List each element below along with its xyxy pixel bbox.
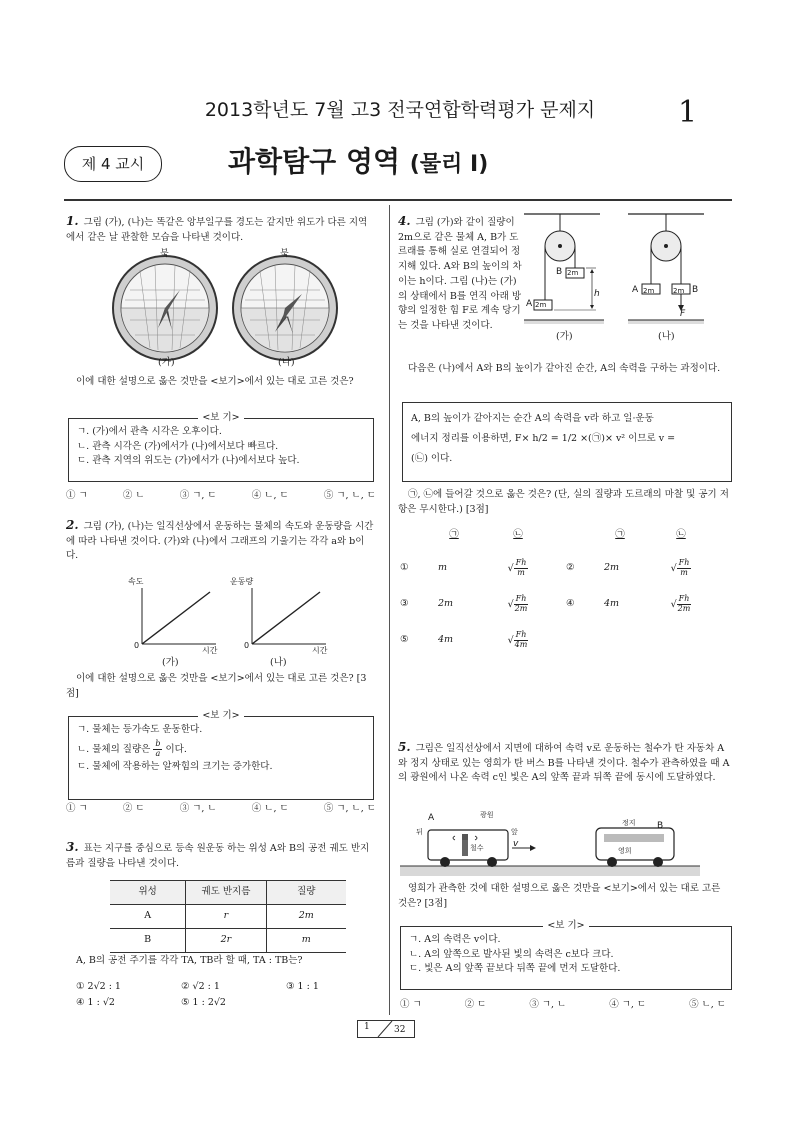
q4-option-2[interactable]: ② — [566, 561, 575, 573]
q1-options — [66, 489, 376, 504]
q2-xlabel-b: 시간 — [312, 646, 328, 655]
q1-option-5[interactable]: ⑤ ㄱ, ㄴ, ㄷ — [323, 490, 376, 501]
q4-box-line3: (㉡) 이다. — [411, 452, 453, 464]
q4-text: 그림 (가)와 같이 질량이 2m으로 같은 물체 A, B가 도르래를 통해 실로 연결되어 정지해 있다. A와 B의 높이의 차이는 h이다. 그림 (나)는 (가)의 상태에서 B를 연직 아래 방향의 일정한 힘 F로 계속 당기는 것을 나타낸 것이다. — [398, 217, 522, 332]
subject-title — [228, 140, 488, 183]
q5-fig-source: 광원 — [480, 811, 494, 819]
q2-graph-a — [142, 588, 216, 644]
q3-th-satellite: 위성 — [110, 881, 186, 905]
table-row — [110, 929, 346, 953]
q1-bogi-box — [68, 412, 374, 482]
page-number: 1 — [678, 95, 698, 130]
q4-opt5-b: √ $\frac{Fh}{4m}$ — [507, 629, 528, 649]
q3-option-3[interactable]: ③ 1 : 1 — [286, 981, 319, 992]
q5-figure — [400, 808, 700, 878]
table-row — [110, 905, 346, 929]
q3-cell: 2r — [186, 929, 266, 953]
q4-opt1-b: √ $\frac{Fh}{m}$ — [507, 557, 527, 577]
q2-fraction: $\frac{b}{a}$ — [155, 738, 161, 758]
q3-cell: B — [110, 929, 186, 953]
q1-item-2: ㄴ. 관측 시각은 (가)에서가 (나)에서보다 빠르다. — [77, 440, 279, 452]
q1-caption-b: (나) — [278, 357, 295, 368]
q2-number: 2. — [66, 518, 79, 532]
q4-fig-label-a: A — [526, 299, 533, 309]
q4-col-b: ㉡ — [513, 529, 523, 540]
q4-option-1[interactable]: ① — [400, 561, 409, 573]
q5-text: 그림은 일직선상에서 지면에 대하여 속력 v로 운동하는 철수가 탄 자동차 A와 정지 상태로 있는 영희가 탄 버스 B를 나타낸 것이다. 철수가 관측하였을 때 A의 광원에서 나온 속력 c인 빛은 A의 앞쪽 끝과 뒤쪽 끝에 동시에 도달하였다. — [398, 743, 730, 784]
q2-option-2[interactable]: ② ㄷ — [122, 803, 145, 814]
q3-table-header — [110, 881, 346, 905]
q4-fig-mass-a2: 2m — [643, 287, 655, 295]
q1-option-1[interactable]: ① ㄱ — [66, 490, 88, 501]
q2-ylabel-b: 운동량 — [230, 577, 254, 586]
q1-text: 그림 (가), (나)는 똑같은 앙부일구를 경도는 같지만 위도가 다른 지역에서 같은 날 관찰한 모습을 나타낸 것이다. — [66, 217, 368, 243]
q4-number: 4. — [398, 214, 411, 228]
q2-bogi-box — [68, 710, 374, 800]
q5-bogi-box — [400, 920, 732, 990]
q1-item-3: ㄷ. 관측 지역의 위도는 (가)에서가 (나)에서보다 높다. — [77, 455, 300, 467]
footer-total: 32 — [394, 1025, 406, 1035]
q2-option-3[interactable]: ③ ㄱ, ㄴ — [179, 803, 217, 814]
q4-fig-mass-a: 2m — [535, 301, 547, 309]
q4-fig-mass-b: 2m — [567, 269, 579, 277]
q5-item-2: ㄴ. A의 앞쪽으로 발사된 빛의 속력은 c보다 크다. — [409, 948, 614, 960]
q4-option-5[interactable]: ⑤ — [400, 633, 409, 645]
footer-page-indicator — [357, 1020, 415, 1038]
q3-options — [76, 980, 376, 1010]
q4-fig-mass-b2: 2m — [673, 287, 685, 295]
q2-item-3: ㄷ. 물체에 작용하는 알짜힘의 크기는 증가한다. — [77, 761, 273, 773]
q5-fig-cheolsu: 철수 — [470, 844, 484, 852]
q4-caption-b: (나) — [658, 331, 675, 342]
q2-origin-a: 0 — [134, 641, 140, 650]
header-rule — [64, 199, 732, 201]
q4-figure-pulleys — [524, 212, 704, 342]
column-divider — [389, 205, 390, 1015]
q3-prompt: A, B의 공전 주기를 각각 TA, TB라 할 때, TA : TB는? — [76, 955, 303, 966]
q4-fig-label-a2: A — [632, 285, 639, 295]
q5-option-5[interactable]: ⑤ ㄴ, ㄷ — [689, 999, 726, 1010]
subject-paren: (물리 Ⅰ) — [409, 152, 489, 177]
q1-option-4[interactable]: ④ ㄴ, ㄷ — [251, 490, 289, 501]
q4-col-b2: ㉡ — [676, 529, 686, 540]
q1-prompt: 이에 대한 설명으로 옳은 것만을 <보기>에서 있는 대로 고른 것은? — [76, 376, 354, 387]
q2-stem — [66, 516, 376, 564]
q3-number: 3. — [66, 840, 79, 854]
q5-bogi-title: <보 기> — [401, 919, 731, 934]
q4-opt1-a: m — [438, 561, 448, 573]
q3-cell: m — [266, 929, 346, 953]
q2-item-1: ㄱ. 물체는 등가속도 운동한다. — [77, 724, 203, 735]
q3-stem — [66, 838, 376, 871]
q4-stem — [398, 212, 522, 334]
q2-text: 그림 (가), (나)는 일직선상에서 운동하는 물체의 속도와 운동량을 시간에 따라 나타낸 것이다. (가)와 (나)에서 그래프의 기울기는 각각 a와 b이다. — [66, 521, 374, 562]
sundial-a — [113, 256, 217, 360]
q3-option-5[interactable]: ⑤ 1 : 2√2 — [181, 996, 226, 1008]
q5-fig-a: A — [428, 813, 435, 823]
q1-bogi-title: <보 기> — [69, 411, 373, 426]
q2-option-4[interactable]: ④ ㄴ, ㄷ — [251, 803, 289, 814]
q4-box-line1: A, B의 높이가 같아지는 순간 A의 속력을 v라 하고 일·운동 — [411, 413, 654, 424]
q4-opt5-a: 4m — [438, 633, 454, 645]
q5-option-1[interactable]: ① ㄱ — [400, 999, 422, 1010]
q3-text: 표는 지구를 중심으로 등속 원운동 하는 위성 A와 B의 공전 궤도 반지름과 질량을 나타낸 것이다. — [66, 843, 370, 869]
q1-north-b: 북 — [280, 249, 289, 259]
q5-option-4[interactable]: ④ ㄱ, ㄷ — [609, 999, 647, 1010]
q4-caption-a: (가) — [556, 331, 573, 342]
q5-fig-v: v — [513, 839, 519, 849]
q3-option-1[interactable]: ① 2√2 : 1 — [76, 981, 121, 992]
q3-cell: A — [110, 905, 186, 929]
q4-opt3-b: √ $\frac{Fh}{2m}$ — [507, 593, 528, 613]
q4-option-3[interactable]: ③ — [400, 597, 409, 609]
q2-xlabel-a: 시간 — [202, 646, 218, 655]
q4-fig-h: h — [594, 289, 600, 299]
q2-caption-b: (나) — [270, 657, 287, 668]
q1-figure-sundials — [110, 250, 350, 375]
q1-number: 1. — [66, 214, 79, 228]
q3-th-mass: 질량 — [266, 881, 346, 905]
q5-fig-b: B — [657, 821, 664, 831]
q1-caption-a: (가) — [158, 357, 175, 368]
session-label: 제 4 교시 — [64, 146, 162, 182]
q3-table — [110, 880, 346, 953]
footer-page: 1 — [364, 1022, 370, 1032]
q4-answer-grid — [400, 528, 730, 658]
q4-opt2-a: 2m — [604, 561, 620, 573]
q1-stem — [66, 212, 376, 245]
q2-option-1[interactable]: ① ㄱ — [66, 803, 88, 814]
q5-option-3[interactable]: ③ ㄱ, ㄴ — [529, 999, 567, 1010]
q4-fig-f: F — [680, 309, 686, 319]
car-a — [428, 830, 508, 867]
q4-box-line2: 에너지 정리를 이용하면, F× h/2 = 1/2 ×(㉠)× v² 이므로 v = — [411, 432, 676, 444]
q2-prompt: 이에 대한 설명으로 옳은 것만을 <보기>에서 있는 대로 고른 것은? [3점] — [66, 673, 367, 699]
q1-option-3[interactable]: ③ ㄱ, ㄷ — [179, 490, 217, 501]
q5-fig-stop: 정지 — [622, 819, 636, 827]
q5-number: 5. — [398, 740, 411, 754]
q5-fig-front: 앞 — [511, 828, 518, 836]
q5-stem — [398, 738, 730, 786]
q3-th-radius: 궤도 반지름 — [186, 881, 266, 905]
q5-fig-back: 뒤 — [416, 828, 423, 836]
q1-item-1: ㄱ. (가)에서 관측 시각은 오후이다. — [77, 426, 222, 437]
q2-option-5[interactable]: ⑤ ㄱ, ㄴ, ㄷ — [323, 803, 376, 814]
q4-text2: 다음은 (나)에서 A와 B의 높이가 같아진 순간, A의 속력을 구하는 과정이다. — [408, 363, 721, 374]
q4-prompt: ㉠, ㉡에 들어갈 것으로 옳은 것은? (단, 실의 질량과 도르래의 마찰 및 공기 저항은 무시한다.) [3점] — [398, 489, 729, 515]
q4-opt2-b: √ $\frac{Fh}{m}$ — [670, 557, 690, 577]
q1-option-2[interactable]: ② ㄴ — [122, 490, 145, 501]
q5-prompt: 영희가 관측한 것에 대한 설명으로 옳은 것만을 <보기>에서 있는 대로 고른 것은? [3점] — [398, 883, 721, 909]
q2-origin-b: 0 — [244, 641, 250, 650]
q5-options — [400, 998, 726, 1013]
q4-col-a: ㉠ — [449, 529, 459, 540]
q4-fig-label-b: B — [556, 267, 563, 277]
q2-graph-b — [252, 588, 326, 644]
sundial-b — [233, 256, 337, 360]
q3-option-4[interactable]: ④ 1 : √2 — [76, 996, 115, 1008]
q4-option-4[interactable]: ④ — [566, 597, 575, 609]
q1-north-a: 북 — [160, 249, 169, 259]
subject-main: 과학탐구 영역 — [228, 145, 401, 178]
q4-opt3-a: 2m — [438, 597, 454, 609]
q4-fig-label-b2: B — [692, 285, 699, 295]
q2-options — [66, 802, 376, 817]
q3-cell: r — [186, 905, 266, 929]
q5-item-1: ㄱ. A의 속력은 v이다. — [409, 934, 501, 945]
q4-opt4-b: √ $\frac{Fh}{2m}$ — [670, 593, 691, 613]
q4-opt4-a: 4m — [604, 597, 620, 609]
q2-item-2: ㄴ. 물체의 질량은 $\frac{b}{a}$ 이다. — [77, 738, 187, 758]
q3-cell: 2m — [266, 905, 346, 929]
q5-option-2[interactable]: ② ㄷ — [464, 999, 487, 1010]
q4-process-box — [402, 402, 732, 482]
q2-ylabel-a: 속도 — [128, 577, 144, 586]
exam-title: 2013학년도 7월 고3 전국연합학력평가 문제지 — [204, 99, 596, 121]
q2-caption-a: (가) — [162, 657, 179, 668]
q4-col-a2: ㉠ — [615, 529, 625, 540]
q5-fig-younghee: 영희 — [618, 847, 632, 855]
q3-option-2[interactable]: ② √2 : 1 — [181, 981, 220, 992]
q5-item-3: ㄷ. 빛은 A의 앞쪽 끝보다 뒤쪽 끝에 먼저 도달한다. — [409, 963, 621, 975]
q2-bogi-title: <보 기> — [69, 709, 373, 724]
